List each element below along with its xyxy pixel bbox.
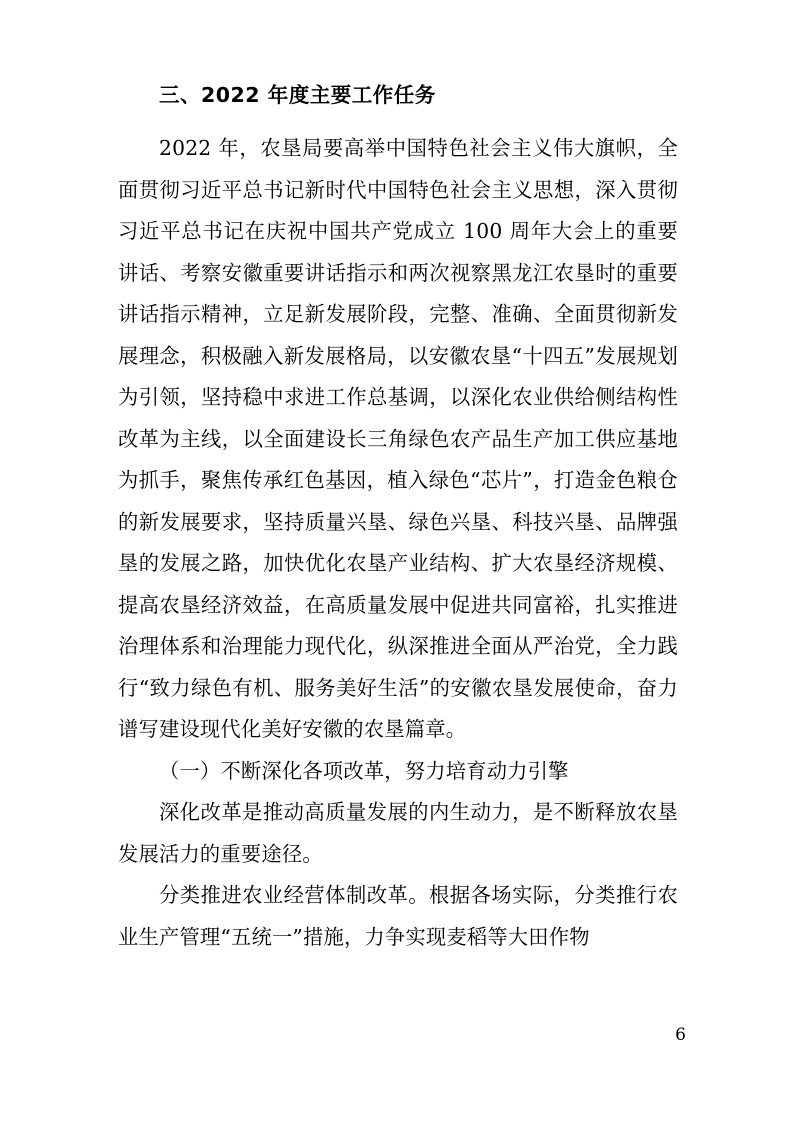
paragraph-3: 深化改革是推动高质量发展的内生动力，是不断释放农垦发展活力的重要途径。 — [118, 800, 678, 866]
paragraph-2: （一）不断深化各项改革，努力培育动力引擎 — [159, 758, 569, 783]
section-heading: 三、2022 年度主要工作任务 — [159, 83, 436, 107]
page-content — [118, 78, 678, 958]
paragraph-1: 2022 年，农垦局要高举中国特色社会主义伟大旗帜，全面贯彻习近平总书记新时代中国特色社会主义思想，深入贯彻习近平总书记在庆祝中国共产党成立 100 周年大会上的重要讲话、考察安徽重要讲话指示和两次视察黑龙江农垦时的重要讲话指示精神，立足新发展阶段，完整、准确、全面贯彻新发展理念，积极融入新发展格局，以安徽农垦“十四五”发展规划为引领，坚持稳中求进工作总基调，以深化农业供给侧结构性改革为主线，以全面建设长三角绿色农产品生产加工供应基地为抓手，聚焦传承红色基因，植入绿色“芯片”，打造金色粮仓的新发展要求，坚持质量兴垦、绿色兴垦、科技兴垦、品牌强垦的发展之路，加快优化农垦产业结构、扩大农垦经济规模、提高农垦经济效益，在高质量发展中促进共同富裕，扎实推进治理体系和治理能力现代化，纵深推进全面从严治党，全力践行“致力绿色有机、服务美好生活”的安徽农垦发展使命，奋力谱写建设现代化美好安徽的农垦篇章。 — [118, 136, 678, 741]
paragraph-4: 分类推进农业经营体制改革。根据各场实际，分类推行农业生产管理“五统一”措施，力争实现麦稻等大田作物 — [118, 883, 678, 949]
page-number: 6 — [675, 1025, 686, 1045]
